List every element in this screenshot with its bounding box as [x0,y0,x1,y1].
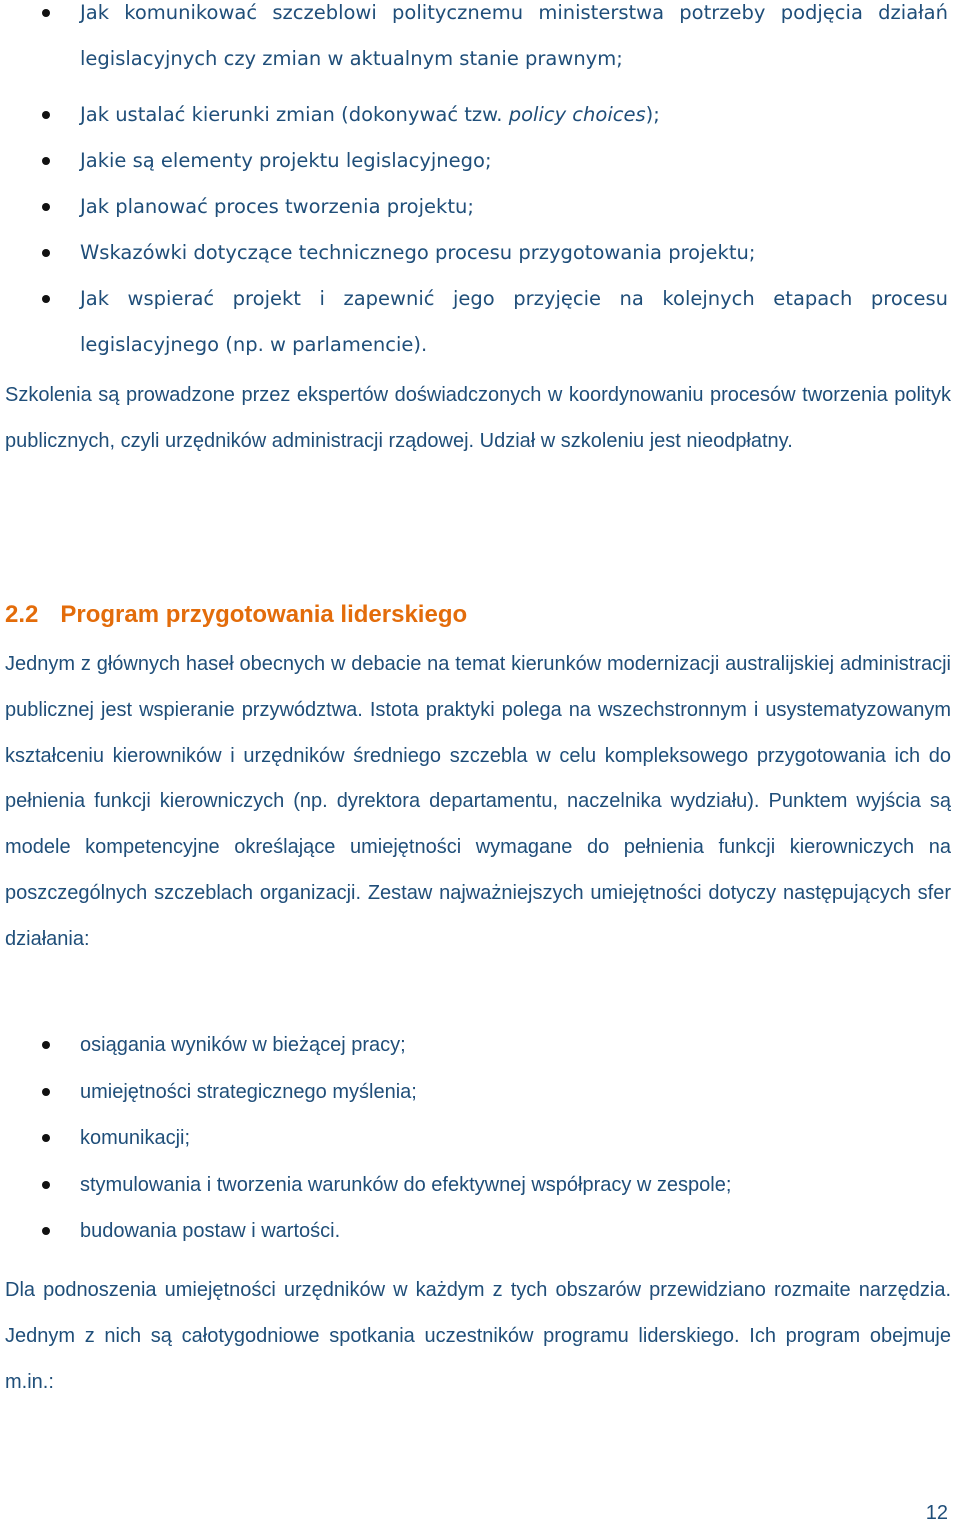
bullet-icon [42,1041,50,1049]
paragraph: Dla podnoszenia umiejętności urzędników w każdym z tych obszarów przewidziano rozmaite narzędzia. Jednym z nich są całotygodniowe spotkania uczestników programu liderskiego. Ich program obejmuje m.in.: [5,1279,951,1393]
bullet-icon [42,1181,50,1189]
paragraph: Szkolenia są prowadzone przez ekspertów doświadczonych w koordynowaniu procesów tworzenia polityk publicznych, czyli urzędników administracji rządowej. Udział w szkoleniu jest nieodpłatny. [5,384,951,452]
list-item: osiągania wyników w bieżącej pracy; [0,1022,960,1069]
list-item: Jak komunikować szczeblowi politycznemu ministerstwa potrzeby podjęcia działań legislacyjnych czy zmian w aktualnym stanie prawnym; [0,0,960,82]
bullet-icon [42,1088,50,1096]
bullet-icon [42,203,50,211]
paragraph: Jednym z głównych haseł obecnych w debacie na temat kierunków modernizacji australijskiej administracji publicznej jest wspieranie przywództwa. Istota praktyki polega na wszechstronnym i usystematyzowanym kształceniu kierowników i urzędników średniego szczebla w celu kompleksowego przygotowania ich do pełnienia funkcji kierowniczych (np. dyrektora departamentu, naczelnika wydziału). Punktem wyjścia są modele kompetencyjne określające umiejętności wymagane do pełnienia funkcji kierowniczych na poszczególnych szczeblach organizacji. Zestaw najważniejszych umiejętności dotyczy następujących sfer działania: [5,653,951,950]
list-item: Wskazówki dotyczące technicznego procesu przygotowania projektu; [0,230,960,276]
list-item: Jak planować proces tworzenia projektu; [0,184,960,230]
list-item: umiejętności strategicznego myślenia; [0,1069,960,1116]
bullet-icon [42,9,50,17]
competency-areas-list [0,1022,960,1255]
list-item: stymulowania i tworzenia warunków do efektywnej współpracy w zespole; [0,1162,960,1209]
list-item: budowania postaw i wartości. [0,1208,960,1255]
bullet-icon [42,157,50,165]
list-item: Jakie są elementy projektu legislacyjnego; [0,138,960,184]
training-topics-list [0,0,960,368]
bullet-icon [42,1134,50,1142]
list-item: komunikacji; [0,1115,960,1162]
list-item: Jak ustalać kierunki zmian (dokonywać tzw. policy choices); [0,92,960,138]
section-title: Program przygotowania liderskiego [60,601,468,628]
bullet-icon [42,295,50,303]
list-item: Jak wspierać projekt i zapewnić jego przyjęcie na kolejnych etapach procesu legislacyjnego (np. w parlamencie). [0,276,960,368]
bullet-icon [42,111,50,119]
section-heading [5,595,467,635]
section-number: 2.2 [5,601,39,628]
bullet-icon [42,249,50,257]
page-number: 12 [925,1502,948,1524]
bullet-icon [42,1227,50,1235]
